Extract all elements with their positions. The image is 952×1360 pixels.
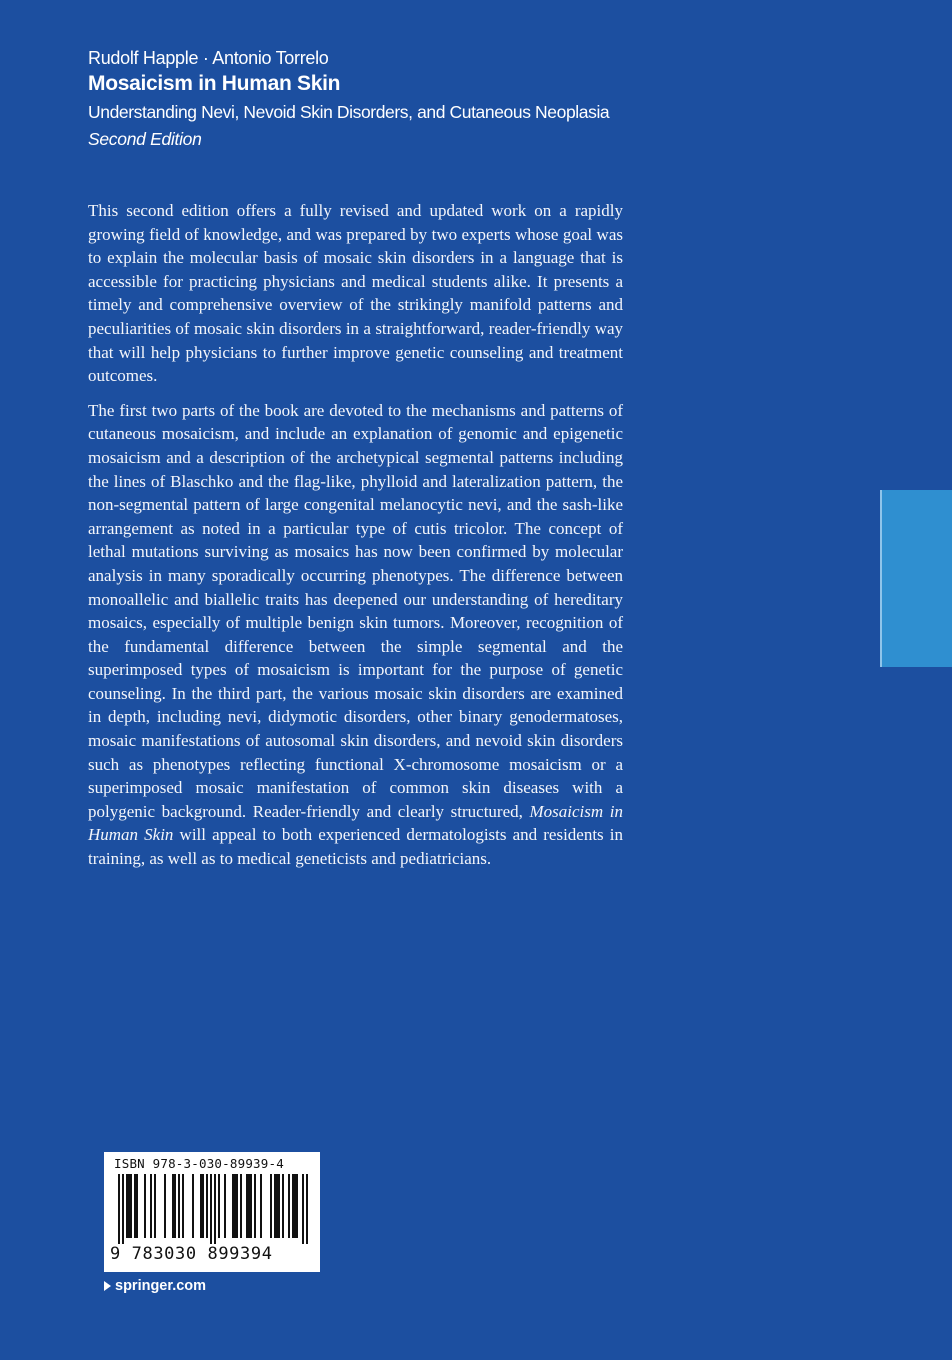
barcode-bar <box>224 1174 226 1238</box>
barcode-bar <box>270 1174 272 1238</box>
barcode-bar <box>182 1174 184 1238</box>
barcode-bar <box>218 1174 220 1238</box>
side-color-tab <box>880 490 952 667</box>
barcode-bar <box>164 1174 166 1238</box>
barcode-bar <box>278 1174 280 1238</box>
barcode-bar <box>292 1174 294 1238</box>
arrow-right-icon <box>104 1281 111 1291</box>
barcode-bar <box>250 1174 252 1238</box>
barcode-bar <box>174 1174 176 1238</box>
blurb-paragraph-2-start: The first two parts of the book are devoted to the mechanisms and patterns of cutaneous mosaicism, and include an explanation of genomic and epigenetic mosaicism and a description of the archetypical segmental patterns including the lines of Blaschko and the flag-like, phylloid and lateralization pattern, the non-segmental pattern of large congenital melanocytic nevi, and the sash-like arrangement as noted in a particular type of cutis tricolor. The concept of lethal mutations surviving as mosaics has now been confirmed by molecular analysis in many sporadically occurring phenotypes. The difference between monoallelic and biallelic traits has deepened our understanding of hereditary mosaics, especially of multiple benign skin tumors. Moreover, recognition of the fundamental difference between the simple segmental and the superimposed types of mosaicism is important for the purpose of genetic counseling. In the third part, the various mosaic skin disorders are examined in depth, including nevi, didymotic disorders, other binary genodermatoses, mosaic manifestations of autosomal skin disorders, and nevoid skin disorders such as phenotypes reflecting functional X-chromosome mosaicism or a superimposed mosaic manifestation of common skin diseases with a polygenic background. Reader-friendly and clearly structured, <box>88 400 623 821</box>
book-subtitle: Understanding Nevi, Nevoid Skin Disorders, and Cutaneous Neoplasia <box>88 102 610 122</box>
barcode-bar <box>214 1174 216 1244</box>
barcode-bar <box>288 1174 290 1238</box>
barcode-bar <box>254 1174 256 1238</box>
book-authors: Rudolf Happle · Antonio Torrelo <box>88 48 329 68</box>
barcode-bar <box>178 1174 180 1238</box>
blurb-paragraph-2-end: will appeal to both experienced dermatologists and residents in training, as well as to medical geneticists and pediatricians. <box>88 825 623 869</box>
cover-header <box>88 46 648 152</box>
publisher-url: springer.com <box>115 1278 207 1294</box>
barcode-bar <box>130 1174 132 1238</box>
barcode-bar <box>200 1174 202 1238</box>
book-title: Mosaicism in Human Skin <box>88 72 341 95</box>
barcode-bar <box>294 1174 296 1238</box>
barcode-bar <box>122 1174 124 1244</box>
barcode-bar <box>232 1174 234 1238</box>
isbn-barcode <box>104 1152 320 1272</box>
barcode-bar <box>128 1174 130 1238</box>
barcode-bar <box>302 1174 304 1244</box>
blurb-paragraph-2 <box>88 399 623 871</box>
back-cover-blurb <box>88 199 623 882</box>
barcode-bar <box>206 1174 208 1238</box>
barcode-bar <box>276 1174 278 1238</box>
barcode-bar <box>118 1174 120 1244</box>
barcode-bar <box>144 1174 146 1238</box>
barcode-bar <box>134 1174 136 1238</box>
blurb-book-title-italic: Mosaicism in Human Skin <box>88 801 623 845</box>
isbn-label: ISBN 978-3-030-89939-4 <box>114 1156 284 1171</box>
barcode-bar <box>306 1174 308 1244</box>
barcode-bar <box>192 1174 194 1238</box>
barcode-bar <box>240 1174 242 1238</box>
barcode-bar <box>248 1174 250 1238</box>
barcode-bar <box>202 1174 204 1238</box>
barcode-bar <box>126 1174 128 1238</box>
blurb-paragraph-1: This second edition offers a fully revised and updated work on a rapidly growing field of knowledge, and was prepared by two experts whose goal was to explain the molecular basis of mosaic skin disorders in a language that is accessible for practicing physicians and medical students alike. It presents a timely and comprehensive overview of the strikingly manifold patterns and peculiarities of mosaic skin disorders in a straightforward, reader-friendly way that will help physicians to further improve genetic counseling and treatment outcomes. <box>88 201 623 386</box>
barcode-digits: 9 783030 899394 <box>110 1244 273 1264</box>
book-edition: Second Edition <box>88 129 202 149</box>
barcode-bar <box>154 1174 156 1238</box>
barcode-bar <box>234 1174 236 1238</box>
barcode-bar <box>296 1174 298 1238</box>
barcode-bar <box>210 1174 212 1244</box>
barcode-bar <box>282 1174 284 1238</box>
barcode-bar <box>246 1174 248 1238</box>
barcode-bar <box>172 1174 174 1238</box>
barcode-bar <box>150 1174 152 1238</box>
barcode-bars <box>110 1174 314 1244</box>
publisher-link[interactable] <box>104 1276 206 1296</box>
barcode-bar <box>236 1174 238 1238</box>
barcode-bar <box>260 1174 262 1238</box>
barcode-bar <box>274 1174 276 1238</box>
barcode-bar <box>136 1174 138 1238</box>
